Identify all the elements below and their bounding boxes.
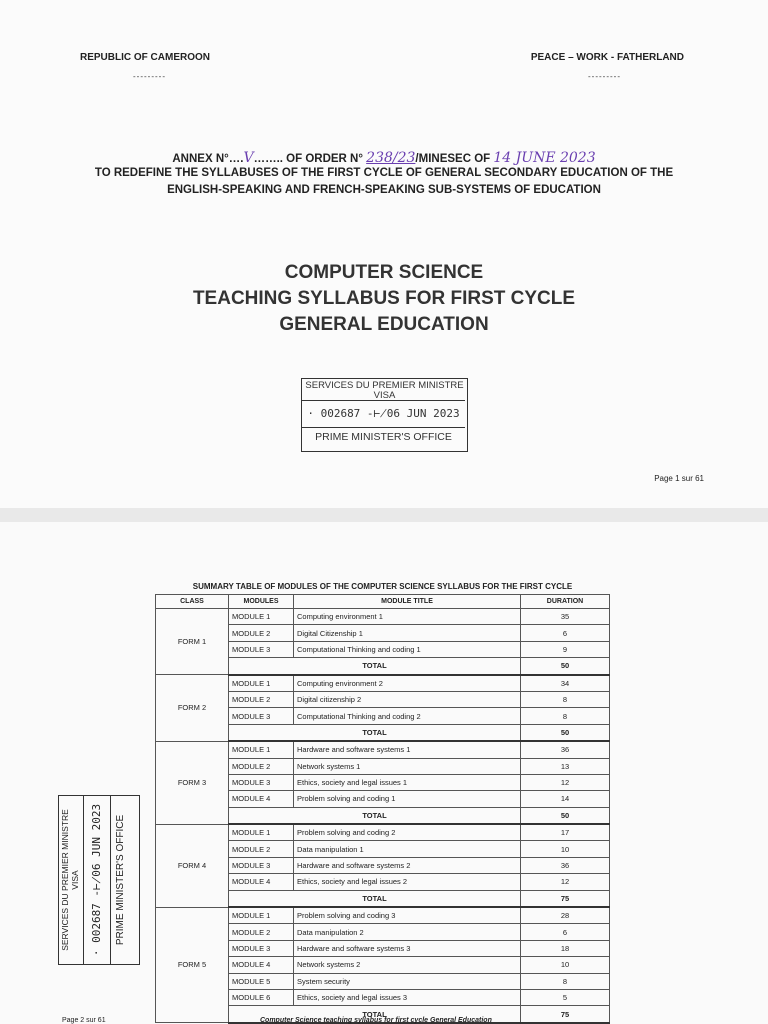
class-cell: FORM 5: [156, 907, 229, 1023]
page-title: COMPUTER SCIENCE TEACHING SYLLABUS FOR FIRST CYCLE GENERAL EDUCATION: [192, 262, 576, 335]
duration-cell: 10: [521, 957, 610, 973]
right-dashes: ---------: [588, 72, 621, 81]
module-title-cell: Computational Thinking and coding 2: [294, 708, 521, 724]
duration-cell: 18: [521, 940, 610, 956]
republic-header: REPUBLIC OF CAMEROON: [80, 52, 210, 63]
module-title-cell: Hardware and software systems 1: [294, 741, 521, 758]
annex-line: ANNEX N°….V…….. OF ORDER N° 238/23/MINESEC OF 14 JUNE 2023: [172, 150, 596, 166]
page-number-2: Page 2 sur 61: [62, 1017, 106, 1024]
module-title-cell: System security: [294, 973, 521, 989]
stamp-office: PRIME MINISTER'S OFFICE: [315, 431, 452, 443]
class-cell: FORM 2: [156, 675, 229, 742]
module-title-cell: Computing environment 1: [294, 609, 521, 625]
duration-cell: 12: [521, 774, 610, 790]
duration-cell: 6: [521, 625, 610, 641]
module-title-cell: Hardware and software systems 3: [294, 940, 521, 956]
module-cell: MODULE 1: [229, 609, 294, 625]
module-title-cell: Problem solving and coding 2: [294, 824, 521, 841]
total-label: TOTAL: [229, 658, 521, 675]
duration-cell: 6: [521, 924, 610, 940]
module-cell: MODULE 2: [229, 924, 294, 940]
module-cell: MODULE 3: [229, 774, 294, 790]
duration-cell: 36: [521, 857, 610, 873]
module-title-cell: Computational Thinking and coding 1: [294, 641, 521, 657]
module-cell: MODULE 5: [229, 973, 294, 989]
duration-cell: 12: [521, 874, 610, 890]
module-title-cell: Problem solving and coding 1: [294, 791, 521, 807]
duration-cell: 17: [521, 824, 610, 841]
module-cell: MODULE 1: [229, 907, 294, 924]
module-cell: MODULE 1: [229, 675, 294, 692]
total-label: TOTAL: [229, 807, 521, 824]
class-cell: FORM 3: [156, 741, 229, 824]
module-title-cell: Digital Citizenship 1: [294, 625, 521, 641]
module-cell: MODULE 4: [229, 957, 294, 973]
table-row: [156, 741, 610, 758]
table-title: SUMMARY TABLE OF MODULES OF THE COMPUTER SCIENCE SYLLABUS FOR THE FIRST CYCLE: [192, 582, 573, 591]
date-handwritten: 14 JUNE 2023: [493, 150, 596, 166]
left-dashes: ---------: [133, 72, 166, 81]
module-cell: MODULE 2: [229, 758, 294, 774]
page-1: [0, 0, 768, 508]
module-title-cell: Data manipulation 2: [294, 924, 521, 940]
module-title-cell: Ethics, society and legal issues 2: [294, 874, 521, 890]
module-cell: MODULE 2: [229, 691, 294, 707]
module-cell: MODULE 6: [229, 989, 294, 1005]
class-cell: FORM 4: [156, 824, 229, 907]
module-cell: MODULE 2: [229, 841, 294, 857]
duration-cell: 28: [521, 907, 610, 924]
table-row: [156, 907, 610, 924]
class-cell: FORM 1: [156, 609, 229, 675]
stamp-number-date: · 002687 -⊬06 JUN 2023: [302, 400, 465, 428]
duration-cell: 36: [521, 741, 610, 758]
table-row: [156, 675, 610, 692]
module-title-cell: Network systems 1: [294, 758, 521, 774]
visa-stamp: SERVICES DU PREMIER MINISTRE VISA · 002687 -⊬06 JUN 2023 PRIME MINISTER'S OFFICE: [301, 378, 468, 452]
page-number: Page 1 sur 61: [654, 474, 704, 483]
visa-stamp-rotated: SERVICES DU PREMIER MINISTRE VISA · 002687 -⊬06 JUN 2023 PRIME MINISTER'S OFFICE: [58, 795, 140, 965]
total-value: 75: [521, 1006, 610, 1023]
motto-header: PEACE – WORK - FATHERLAND: [530, 52, 684, 63]
duration-cell: 35: [521, 609, 610, 625]
duration-cell: 9: [521, 641, 610, 657]
total-value: 75: [521, 890, 610, 907]
module-cell: MODULE 1: [229, 824, 294, 841]
modules-summary-table: [155, 594, 610, 1024]
duration-cell: 13: [521, 758, 610, 774]
total-value: 50: [521, 658, 610, 675]
annex-line-2: TO REDEFINE THE SYLLABUSES OF THE FIRST CYCLE OF GENERAL SECONDARY EDUCATION OF THE: [94, 167, 674, 179]
module-title-cell: Digital citizenship 2: [294, 691, 521, 707]
module-title-cell: Hardware and software systems 2: [294, 857, 521, 873]
total-label: TOTAL: [229, 890, 521, 907]
duration-cell: 5: [521, 989, 610, 1005]
duration-cell: 34: [521, 675, 610, 692]
total-value: 50: [521, 807, 610, 824]
module-cell: MODULE 4: [229, 791, 294, 807]
module-cell: MODULE 4: [229, 874, 294, 890]
duration-cell: 8: [521, 973, 610, 989]
total-value: 50: [521, 724, 610, 741]
order-handwritten: 238/23: [366, 150, 416, 166]
module-cell: MODULE 3: [229, 708, 294, 724]
module-title-cell: Problem solving and coding 3: [294, 907, 521, 924]
module-cell: MODULE 1: [229, 741, 294, 758]
footer-caption: Computer Science teaching syllabus for first cycle General Education: [260, 1017, 492, 1024]
annex-handwritten: V: [243, 150, 254, 166]
total-label: TOTAL: [229, 1006, 521, 1023]
module-title-cell: Network systems 2: [294, 957, 521, 973]
table-row: [156, 824, 610, 841]
duration-cell: 8: [521, 708, 610, 724]
module-cell: MODULE 3: [229, 857, 294, 873]
module-cell: MODULE 3: [229, 641, 294, 657]
duration-cell: 8: [521, 691, 610, 707]
duration-cell: 14: [521, 791, 610, 807]
module-title-cell: Data manipulation 1: [294, 841, 521, 857]
table-row: [156, 609, 610, 625]
module-cell: MODULE 3: [229, 940, 294, 956]
module-title-cell: Ethics, society and legal issues 1: [294, 774, 521, 790]
duration-cell: 10: [521, 841, 610, 857]
module-cell: MODULE 2: [229, 625, 294, 641]
annex-line-3: ENGLISH-SPEAKING AND FRENCH-SPEAKING SUB-SYSTEMS OF EDUCATION: [167, 184, 601, 196]
total-label: TOTAL: [229, 724, 521, 741]
table-header-row: CLASS MODULES MODULE TITLE DURATION: [156, 595, 610, 609]
module-title-cell: Ethics, society and legal issues 3: [294, 989, 521, 1005]
module-title-cell: Computing environment 2: [294, 675, 521, 692]
